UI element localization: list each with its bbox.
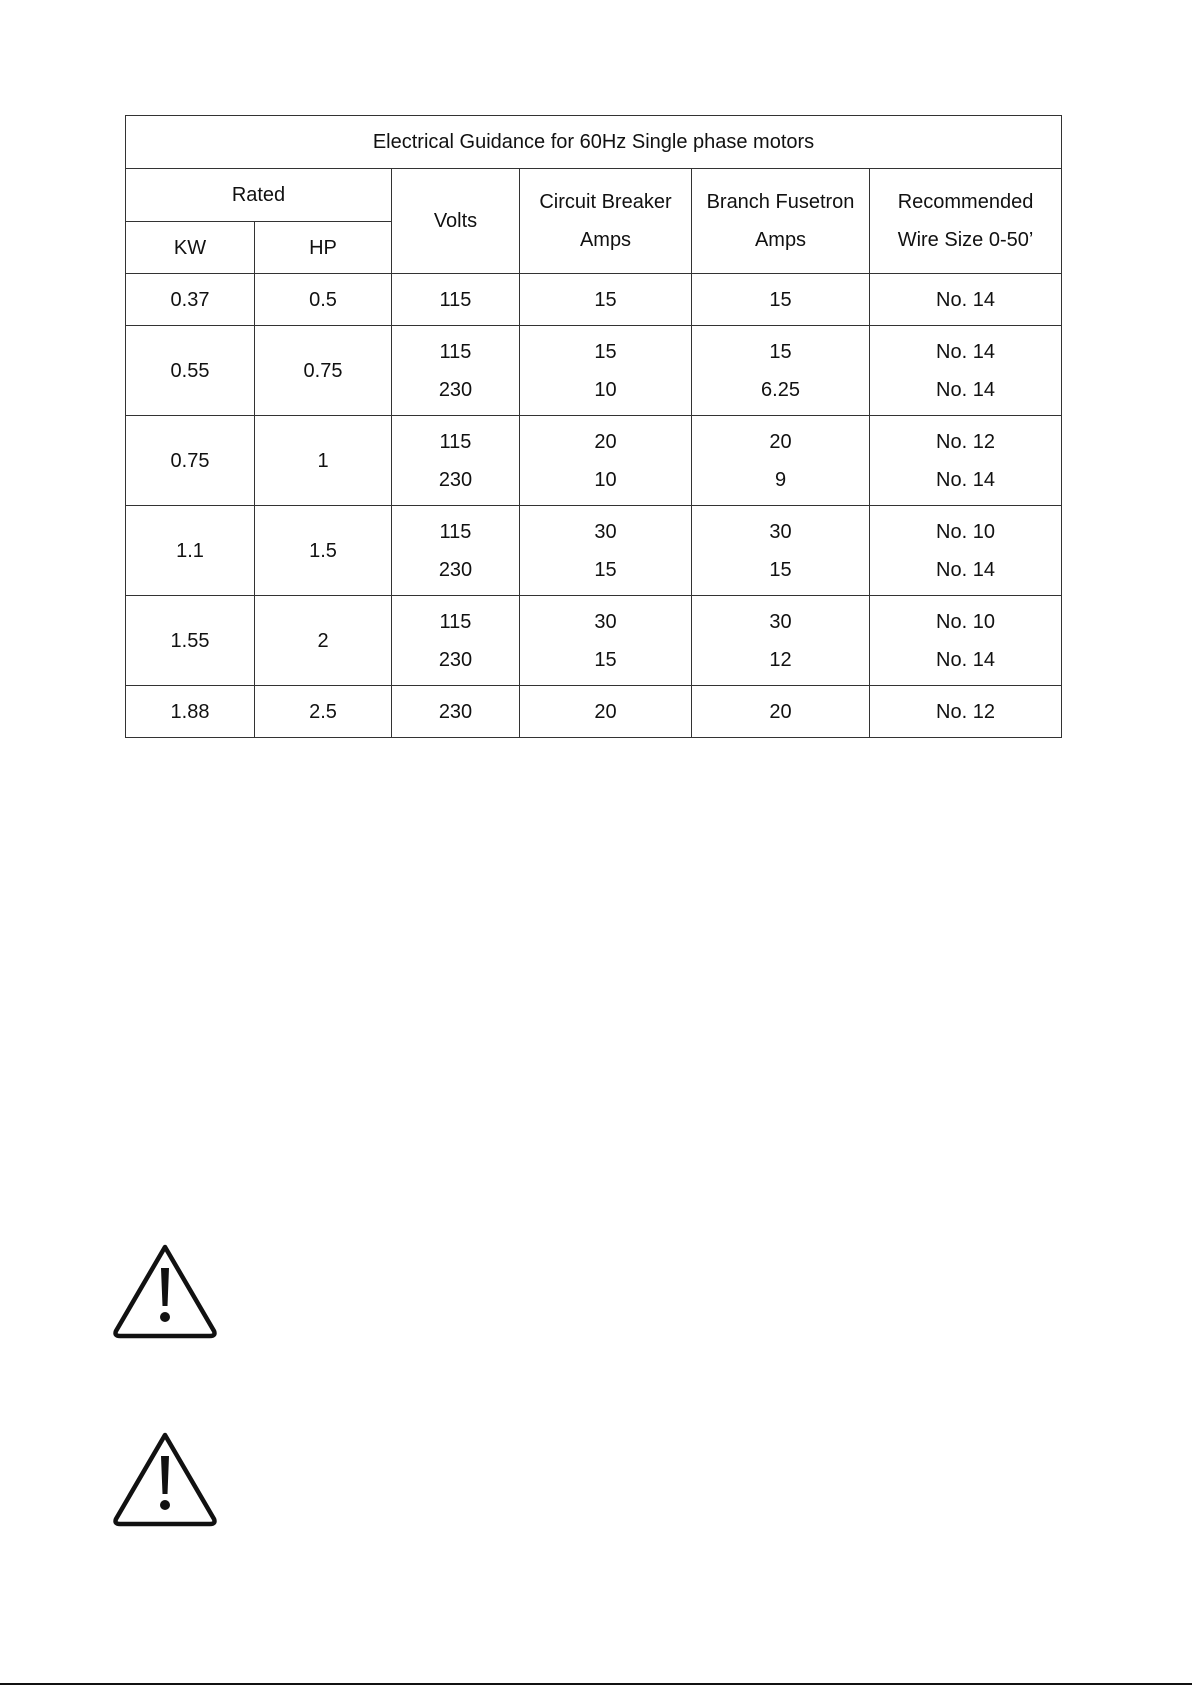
cell-hp: 1 <box>255 416 392 506</box>
cell-breaker-value: 30 <box>594 520 617 543</box>
cell-fuse-value: 30 <box>769 610 792 633</box>
cell-breaker-value: 20 <box>594 700 617 723</box>
electrical-guidance-table <box>125 115 1062 738</box>
cell-fuse <box>692 596 870 686</box>
warning-triangle-icon <box>112 1243 218 1339</box>
table-title: Electrical Guidance for 60Hz Single phase motors <box>126 116 1062 169</box>
cell-breaker-value: 15 <box>594 648 617 671</box>
cell-volts-value: 115 <box>439 430 472 453</box>
cell-kw: 1.55 <box>126 596 255 686</box>
cell-breaker <box>520 686 692 738</box>
cell-breaker-value: 15 <box>594 288 617 311</box>
cell-kw: 0.55 <box>126 326 255 416</box>
cell-hp: 2 <box>255 596 392 686</box>
cell-volts-value: 230 <box>438 468 473 491</box>
cell-volts-value: 230 <box>438 558 473 581</box>
cell-wire <box>870 506 1062 596</box>
cell-wire-value: No. 14 <box>936 340 995 363</box>
cell-volts-value: 115 <box>439 520 472 543</box>
header-kw: KW <box>126 222 255 274</box>
cell-volts-value: 230 <box>438 648 473 671</box>
cell-breaker-value: 10 <box>594 378 617 401</box>
header-volts: Volts <box>392 169 520 274</box>
cell-fuse-value: 20 <box>769 430 792 453</box>
table-row <box>126 686 1062 738</box>
table-row <box>126 274 1062 326</box>
cell-hp: 2.5 <box>255 686 392 738</box>
cell-fuse <box>692 506 870 596</box>
cell-fuse-value: 15 <box>769 340 792 363</box>
cell-volts <box>392 506 520 596</box>
cell-fuse-value: 12 <box>769 648 792 671</box>
cell-breaker <box>520 596 692 686</box>
cell-fuse <box>692 686 870 738</box>
cell-wire-value: No. 14 <box>936 378 995 401</box>
table-row <box>126 326 1062 416</box>
cell-volts-value: 115 <box>439 610 472 633</box>
header-circuit-breaker-line1: Circuit Breaker <box>539 191 672 213</box>
table-row <box>126 596 1062 686</box>
cell-wire-value: No. 10 <box>936 610 995 633</box>
cell-wire <box>870 416 1062 506</box>
cell-fuse-value: 6.25 <box>761 378 800 401</box>
table-row <box>126 506 1062 596</box>
warning-triangle-icon <box>112 1431 218 1527</box>
cell-fuse-value: 9 <box>774 468 787 491</box>
cell-volts <box>392 326 520 416</box>
cell-kw: 1.1 <box>126 506 255 596</box>
cell-wire-value: No. 10 <box>936 520 995 543</box>
cell-breaker-value: 15 <box>594 340 617 363</box>
cell-wire-value: No. 12 <box>936 430 995 453</box>
cell-volts-value: 230 <box>438 700 473 723</box>
cell-volts <box>392 274 520 326</box>
table-row <box>126 416 1062 506</box>
cell-wire-value: No. 14 <box>936 648 995 671</box>
cell-fuse-value: 30 <box>769 520 792 543</box>
cell-volts-value: 115 <box>439 340 472 363</box>
cell-breaker <box>520 506 692 596</box>
cell-kw: 1.88 <box>126 686 255 738</box>
cell-kw: 0.75 <box>126 416 255 506</box>
cell-fuse <box>692 274 870 326</box>
cell-hp: 0.5 <box>255 274 392 326</box>
cell-breaker-value: 15 <box>594 558 617 581</box>
cell-wire-value: No. 14 <box>936 558 995 581</box>
cell-volts <box>392 596 520 686</box>
cell-breaker-value: 30 <box>594 610 617 633</box>
cell-breaker <box>520 274 692 326</box>
cell-wire-value: No. 12 <box>936 700 995 723</box>
cell-breaker <box>520 416 692 506</box>
cell-wire <box>870 274 1062 326</box>
header-branch-fusetron-line2: Amps <box>754 229 807 251</box>
cell-wire <box>870 596 1062 686</box>
cell-wire <box>870 326 1062 416</box>
cell-fuse-value: 15 <box>769 558 792 581</box>
header-circuit-breaker-line2: Amps <box>579 229 632 251</box>
header-wire-size-line1: Recommended <box>897 191 1034 213</box>
cell-wire-value: No. 14 <box>936 288 995 311</box>
cell-volts-value: 230 <box>438 378 473 401</box>
cell-breaker-value: 20 <box>594 430 617 453</box>
header-hp: HP <box>255 222 392 274</box>
cell-breaker-value: 10 <box>594 468 617 491</box>
cell-volts <box>392 686 520 738</box>
cell-volts-value: 115 <box>439 288 472 311</box>
header-rated: Rated <box>126 169 392 222</box>
cell-hp: 1.5 <box>255 506 392 596</box>
cell-hp: 0.75 <box>255 326 392 416</box>
cell-fuse <box>692 416 870 506</box>
header-wire-size-line2: Wire Size 0-50’ <box>897 229 1034 251</box>
cell-volts <box>392 416 520 506</box>
cell-fuse <box>692 326 870 416</box>
cell-kw: 0.37 <box>126 274 255 326</box>
cell-fuse-value: 15 <box>769 288 792 311</box>
header-branch-fusetron-line1: Branch Fusetron <box>706 191 855 213</box>
header-branch-fusetron <box>692 169 870 274</box>
cell-fuse-value: 20 <box>769 700 792 723</box>
cell-wire <box>870 686 1062 738</box>
cell-wire-value: No. 14 <box>936 468 995 491</box>
header-circuit-breaker <box>520 169 692 274</box>
header-wire-size <box>870 169 1062 274</box>
cell-breaker <box>520 326 692 416</box>
